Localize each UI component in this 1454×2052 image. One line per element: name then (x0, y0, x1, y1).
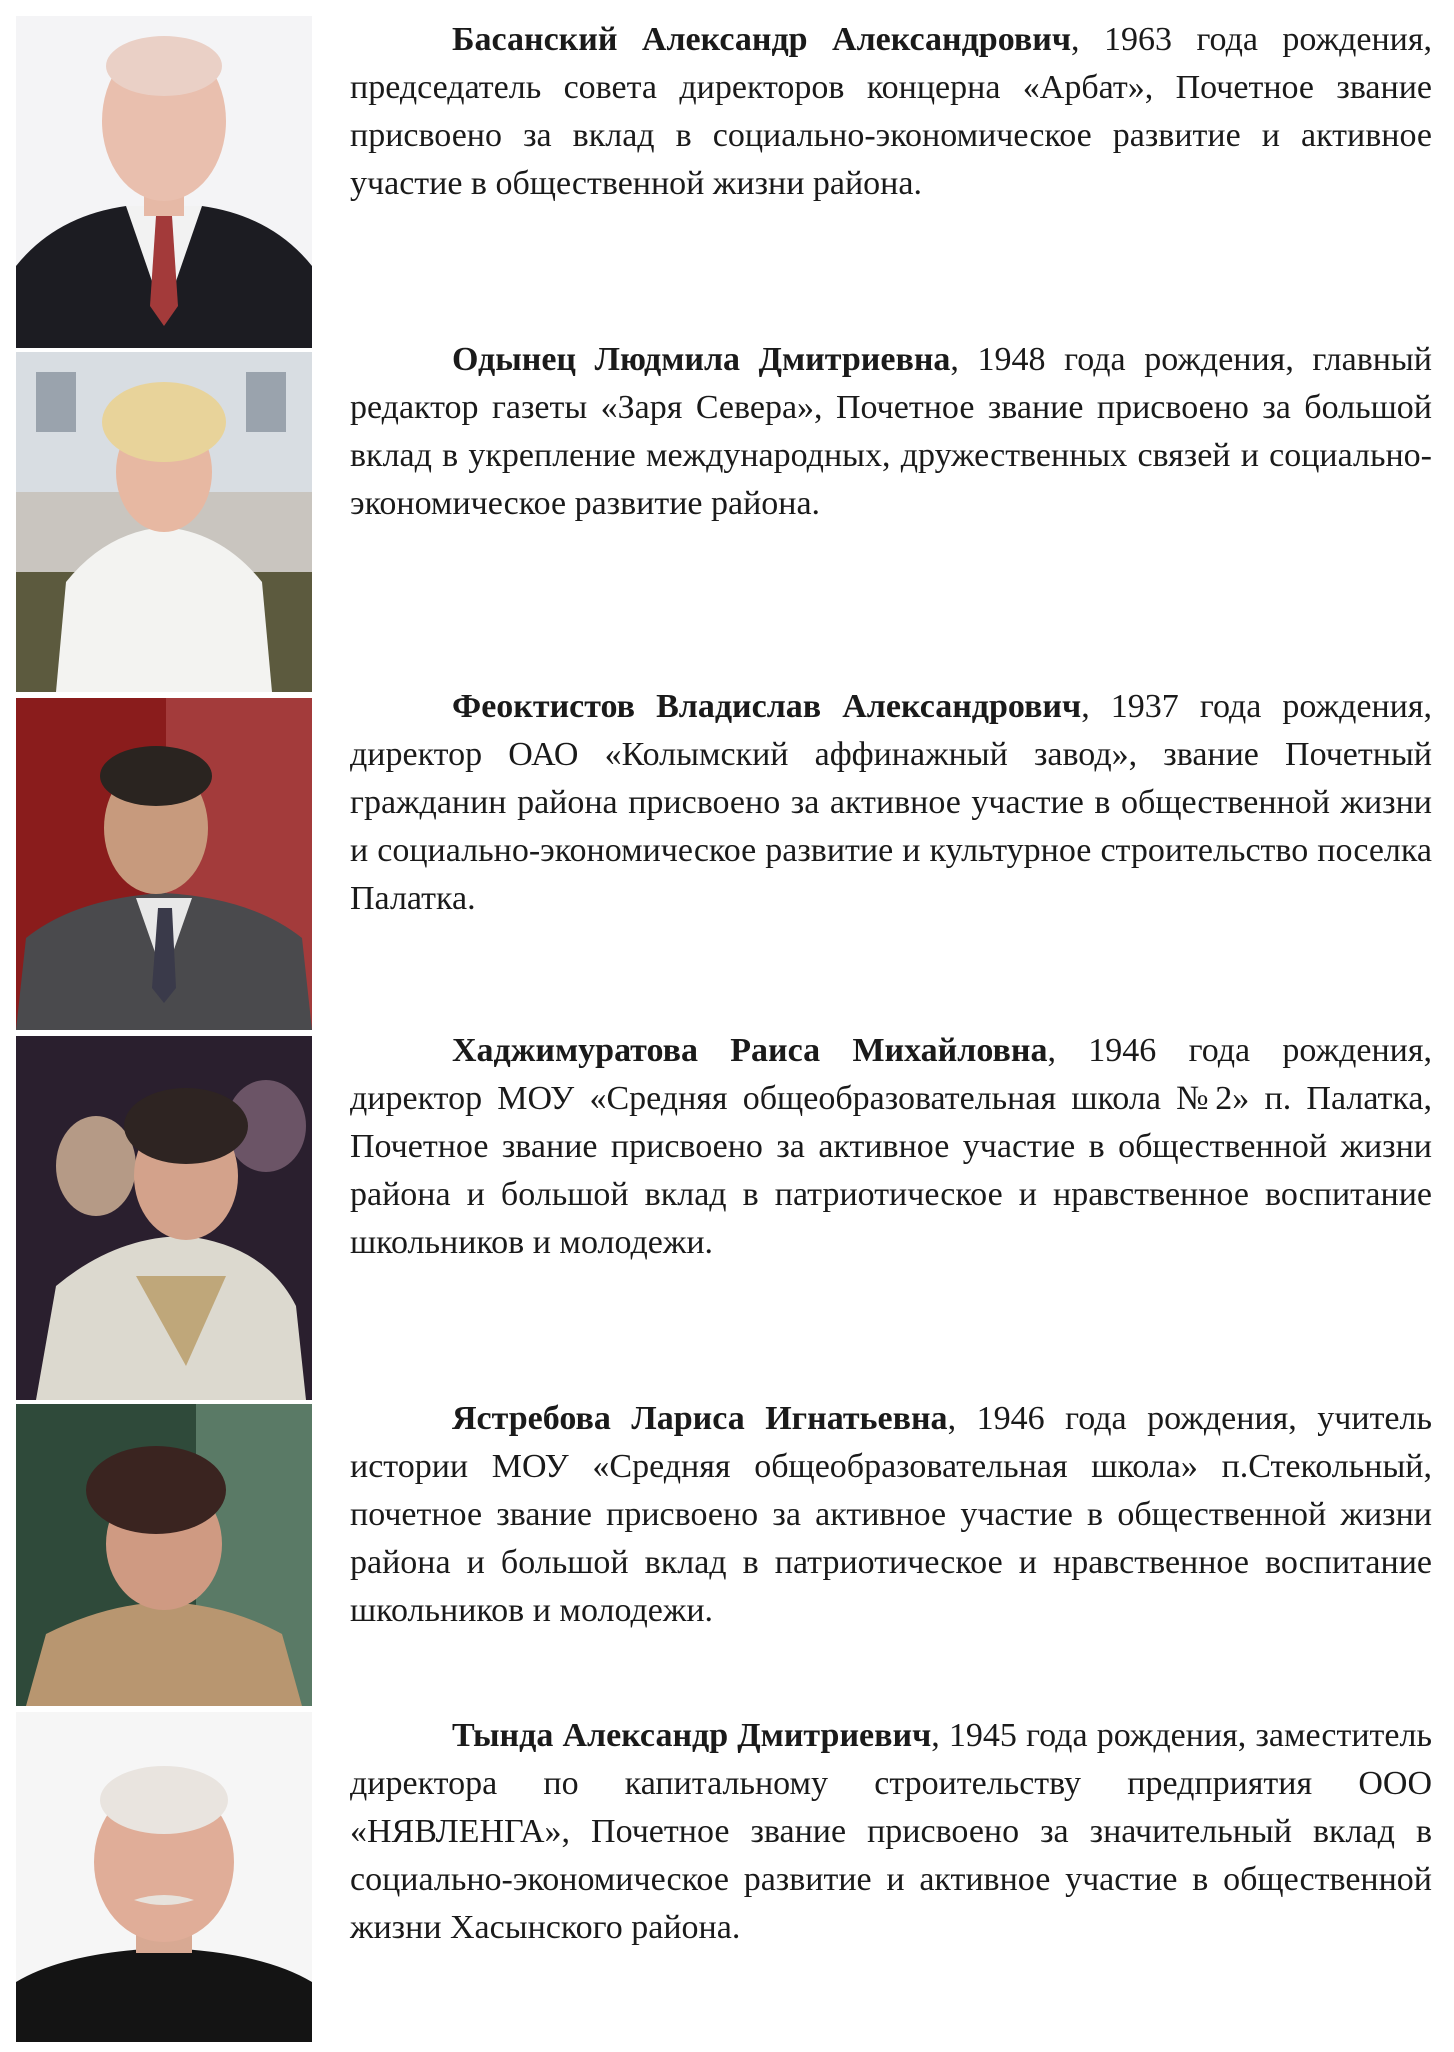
bio-text-5 (350, 1395, 1432, 1635)
portrait-photo-6 (16, 1712, 312, 2042)
person-name-6: Тында Александр Дмитриевич (452, 1717, 932, 1754)
person-name-1: Басанский Александр Александрович (452, 21, 1071, 58)
bio-text-1 (350, 16, 1432, 208)
portrait-photo-3 (16, 698, 312, 1030)
portrait-photo-5 (16, 1404, 312, 1706)
person-name-4: Хаджимуратова Раиса Михайловна (452, 1032, 1048, 1069)
person-details-2: , 1948 года рождения, главный редактор газеты «Заря Севера», Почетное звание присвоено за большой вклад в укрепление международных, дружественных связей и социально-экономическое развитие района. (350, 341, 1432, 522)
person-name-2: Одынец Людмила Дмитриевна (452, 341, 951, 378)
bio-text-4 (350, 1027, 1432, 1267)
person-name-3: Феоктистов Владислав Александрович (452, 688, 1082, 725)
portrait-photo-2 (16, 352, 312, 692)
portrait-photo-4 (16, 1036, 312, 1400)
portrait-photo-1 (16, 16, 312, 348)
person-name-5: Ястребова Лариса Игнатьевна (452, 1400, 948, 1437)
person-details-1: , 1963 года рождения, председатель совета директоров концерна «Арбат», Почетное звание присвоено за вклад в социально-экономическое развитие и активное участие в общественной жизни района. (350, 21, 1432, 202)
bio-text-3 (350, 683, 1432, 923)
person-details-3: , 1937 года рождения, директор ОАО «Колымский аффинажный завод», звание Почетный гражданин района присвоено за активное участие в общественной жизни и социально-экономическое развитие и культурное строительство поселка Палатка. (350, 688, 1432, 917)
person-details-4: , 1946 года рождения, директор МОУ «Средняя общеобразовательная школа №2» п. Палатка, Почетное звание присвоено за активное участие в общественной жизни района и большой вклад в патриотическое и нравственное воспитание школьников и молодежи. (350, 1032, 1432, 1261)
person-details-6: , 1945 года рождения, заместитель директора по капитальному строительству предприятия ООО «НЯВЛЕНГА», Почетное звание присвоено за значительный вклад в социально-экономическое развитие и активное участие в общественной жизни Хасынского района. (350, 1717, 1432, 1946)
bio-text-6 (350, 1712, 1432, 1952)
bio-text-2 (350, 336, 1432, 528)
person-details-5: , 1946 года рождения, учитель истории МОУ «Средняя общеобразовательная школа» п.Стекольный, почетное звание присвоено за активное участие в общественной жизни района и большой вклад в патриотическое и нравственное воспитание школьников и молодежи. (350, 1400, 1432, 1629)
